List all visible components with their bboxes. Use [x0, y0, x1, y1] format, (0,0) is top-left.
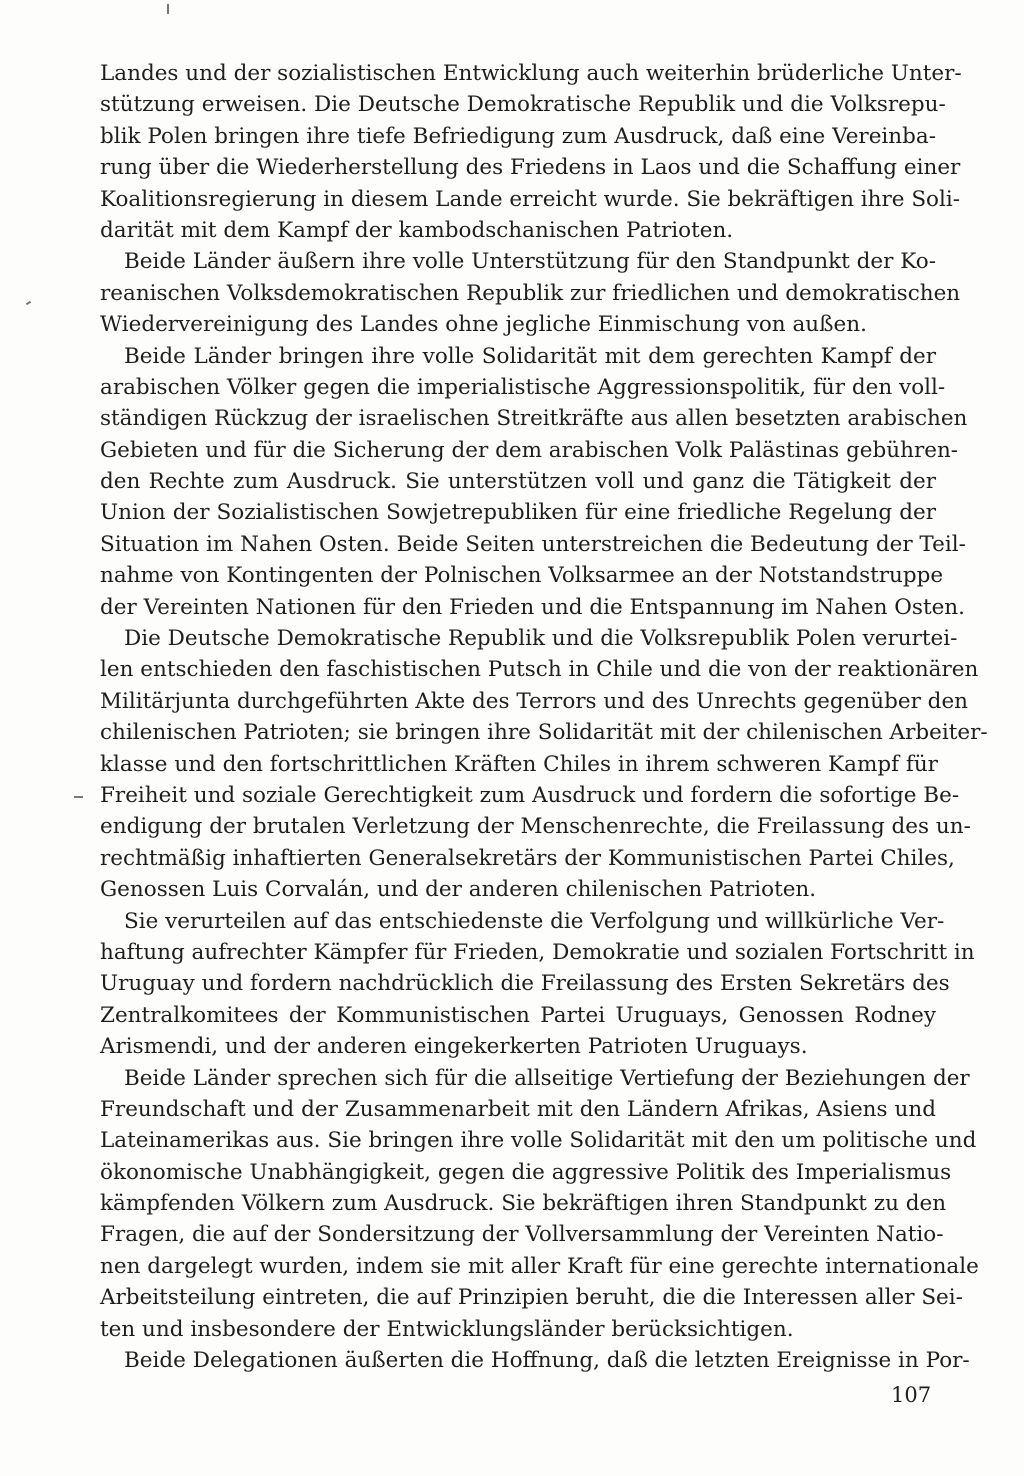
text-line: endigung der brutalen Verletzung der Menschenrechte, die Freilassung des un-: [100, 814, 971, 840]
text-line: Fragen, die auf der Sondersitzung der Vollversammlung der Vereinten Natio-: [100, 1222, 944, 1248]
text-line: Wiedervereinigung des Landes ohne jegliche Einmischung von außen.: [100, 312, 867, 338]
text-line: len entschieden den faschistischen Putsch in Chile und die von der reaktionären: [100, 657, 979, 683]
text-line: Die Deutsche Demokratische Republik und die Volksrepublik Polen verurtei-: [124, 626, 958, 652]
text-line: ökonomische Unabhängigkeit, gegen die aggressive Politik des Imperialismus: [100, 1159, 952, 1185]
text-line: Genossen Luis Corvalán, und der anderen chilenischen Patrioten.: [100, 877, 817, 903]
scan-mark: [74, 796, 83, 798]
text-line: Koalitionsregierung in diesem Lande erreicht wurde. Sie bekräftigen ihre Soli-: [100, 186, 961, 212]
text-line: rechtmäßig inhaftierten Generalsekretärs der Kommunistischen Partei Chiles,: [100, 845, 955, 871]
text-line: klasse und den fortschrittlichen Kräften Chiles in ihrem schweren Kampf für: [100, 751, 938, 777]
text-line: nahme von Kontingenten der Polnischen Volksarmee an der Notstandstruppe: [100, 563, 944, 589]
paragraph: [100, 1345, 970, 1376]
text-line: Freundschaft und der Zusammenarbeit mit den Ländern Afrikas, Asiens und: [100, 1096, 936, 1122]
text-line: ständigen Rückzug der israelischen Streitkräfte aus allen besetzten arabischen: [100, 406, 968, 432]
text-line: den Rechte zum Ausdruck. Sie unterstützen voll und ganz die Tätigkeit der: [100, 469, 936, 495]
text-line: blik Polen bringen ihre tiefe Befriedigung zum Ausdruck, daß eine Vereinba-: [100, 123, 936, 149]
text-line: haftung aufrechter Kämpfer für Frieden, Demokratie und sozialen Fortschritt in: [100, 939, 975, 965]
page-number: 107: [891, 1383, 932, 1407]
text-line: stützung erweisen. Die Deutsche Demokratische Republik und die Volksrepu-: [100, 92, 946, 118]
text-line: kämpfenden Völkern zum Ausdruck. Sie bekräftigen ihren Standpunkt zu den: [100, 1191, 947, 1217]
body-text: [100, 58, 988, 1376]
text-line: arabischen Völker gegen die imperialistische Aggressionspolitik, für den voll-: [100, 374, 946, 400]
text-line: Arbeitsteilung eintreten, die auf Prinzipien beruht, die die Interessen aller Sei-: [100, 1285, 963, 1311]
text-line: Arismendi, und der anderen eingekerkerten Patrioten Uruguays.: [100, 1034, 808, 1060]
text-line: nen dargelegt wurden, indem sie mit aller Kraft für eine gerechte internationale: [100, 1253, 979, 1279]
text-line: der Vereinten Nationen für den Frieden und die Entspannung im Nahen Osten.: [100, 594, 965, 620]
text-line: Lateinamerikas aus. Sie bringen ihre volle Solidarität mit den um politische und: [100, 1128, 977, 1154]
text-line: ten und insbesondere der Entwicklungsländer berücksichtigen.: [100, 1316, 794, 1342]
text-line: Beide Länder äußern ihre volle Unterstützung für den Standpunkt der Ko-: [124, 249, 936, 275]
text-line: Union der Sozialistischen Sowjetrepubliken für eine friedliche Regelung der: [100, 500, 936, 526]
text-line: Uruguay und fordern nachdrücklich die Freilassung des Ersten Sekretärs des: [100, 971, 950, 997]
text-line: reanischen Volksdemokratischen Republik zur friedlichen und demokratischen: [100, 280, 961, 306]
text-line: Gebieten und für die Sicherung der dem arabischen Volk Palästinas gebühren-: [100, 437, 959, 463]
text-line: Freiheit und soziale Gerechtigkeit zum Ausdruck und fordern die sofortige Be-: [100, 782, 960, 808]
text-line: Beide Länder sprechen sich für die allseitige Vertiefung der Beziehungen der: [124, 1065, 970, 1091]
text-line: Landes und der sozialistischen Entwicklung auch weiterhin brüderliche Unter-: [100, 61, 962, 86]
paragraph: [100, 1063, 979, 1346]
paragraph: [100, 623, 988, 906]
paragraph: [100, 906, 975, 1063]
text-line: darität mit dem Kampf der kambodschanischen Patrioten.: [100, 217, 734, 243]
paragraph: [100, 58, 962, 246]
paragraph: [100, 246, 961, 340]
text-line: Sie verurteilen auf das entschiedenste die Verfolgung und willkürliche Ver-: [124, 908, 945, 934]
text-line: Beide Delegationen äußerten die Hoffnung, daß die letzten Ereignisse in Por-: [124, 1348, 970, 1374]
scan-mark: [26, 301, 31, 305]
text-line: Zentralkomitees der Kommunistischen Partei Uruguays, Genossen Rodney: [100, 1002, 936, 1028]
text-line: rung über die Wiederherstellung des Friedens in Laos und die Schaffung einer: [100, 155, 961, 181]
paragraph: [100, 341, 968, 624]
text-line: Situation im Nahen Osten. Beide Seiten unterstreichen die Bedeutung der Teil-: [100, 531, 966, 557]
scan-mark: [167, 4, 169, 14]
text-line: Beide Länder bringen ihre volle Solidarität mit dem gerechten Kampf der: [124, 343, 936, 369]
text-line: Militärjunta durchgeführten Akte des Terrors und des Unrechts gegenüber den: [100, 688, 969, 714]
text-line: chilenischen Patrioten; sie bringen ihre Solidarität mit der chilenischen Arbeiter-: [100, 720, 988, 746]
